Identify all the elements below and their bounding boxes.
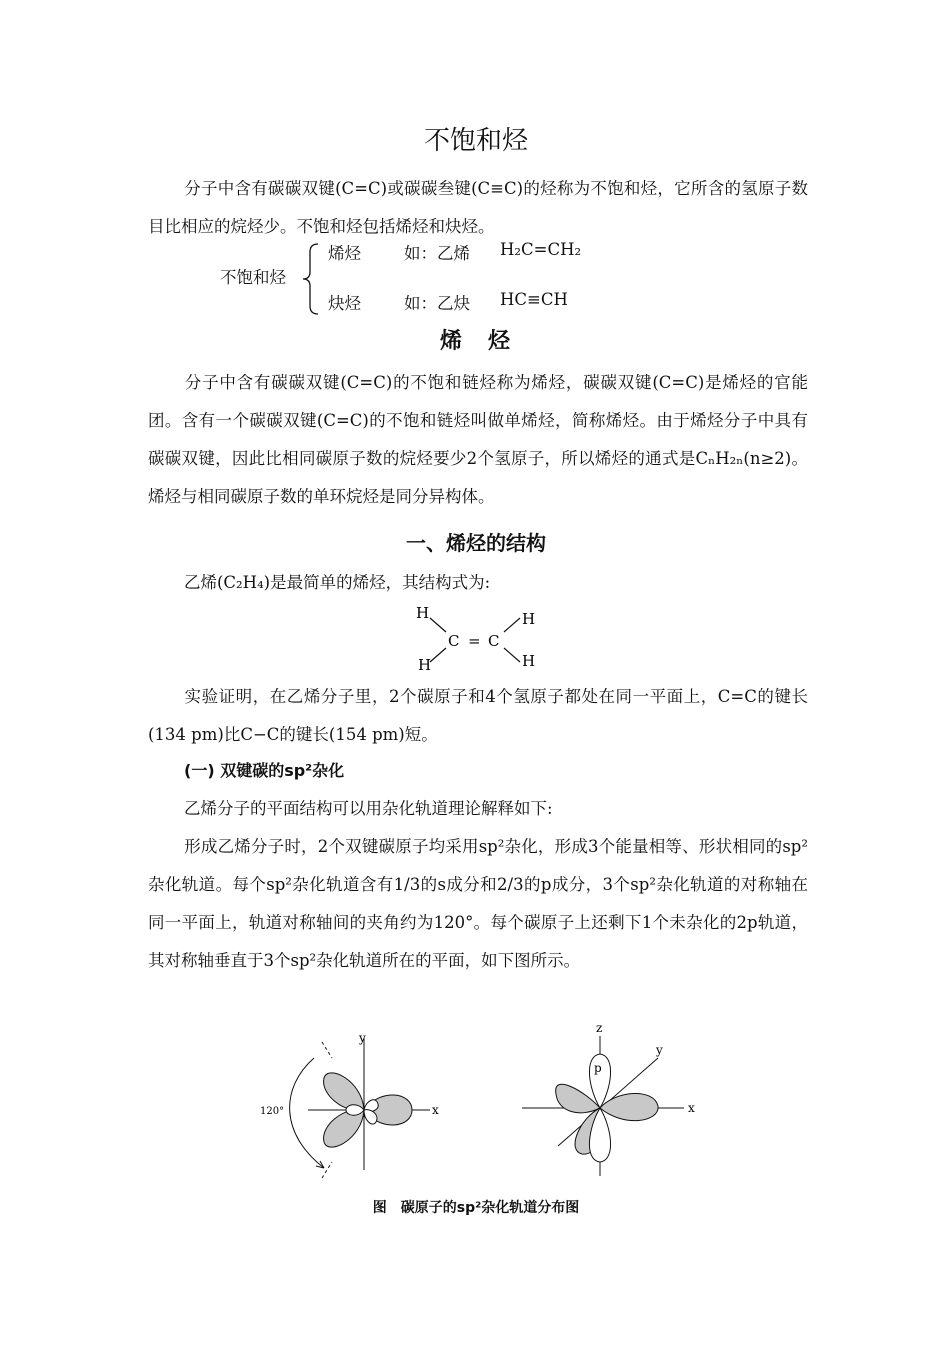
axis-y-label-right: y — [656, 1043, 663, 1057]
classification-block — [220, 238, 640, 320]
experiment-text: 实验证明，在乙烯分子里，2个碳原子和4个氢原子都处在同一平面上，C=C的键长(134 pm)比C−C的键长(154 pm)短。 — [148, 687, 808, 744]
h-atom-bottom-right: H — [522, 652, 536, 670]
h-atom-top-left: H — [416, 604, 430, 622]
figure-caption: 图 碳原子的sp²杂化轨道分布图 — [372, 1200, 580, 1216]
experiment-paragraph — [148, 678, 808, 754]
section-title: 烯 烃 — [439, 329, 512, 354]
c-atom-left: C — [448, 632, 460, 650]
h-atom-top-right: H — [522, 610, 536, 628]
ethylene-intro — [148, 564, 808, 602]
alkene-example-prefix: 如：乙烯 — [404, 244, 470, 263]
axis-y-label-left: y — [359, 1031, 366, 1045]
h-atom-bottom-left: H — [418, 656, 432, 674]
ethylene-intro-text: 乙烯(C₂H₄)是最简单的烯烃，其结构式为: — [184, 573, 491, 592]
ethylene-structure — [410, 600, 550, 680]
brace-icon — [300, 242, 322, 316]
subsection-title: (一) 双键碳的sp²杂化 — [184, 761, 345, 780]
alkene-text: 分子中含有碳碳双键(C=C)的不饱和链烃称为烯烃，碳碳双键(C=C)是烯烃的官能团。含有一个碳碳双键(C=C)的不饱和链烃叫做单烯烃，简称烯烃。由于烯烃分子中具有碳碳双键，因此比相同碳原子数的烷烃要少2个氢原子，所以烯烃的通式是CₙH₂ₙ(n≥2)。烯烃与相同碳原子数的单环烷烃是同分异构体。 — [148, 373, 808, 506]
sp2-planar-diagram — [260, 1031, 439, 1178]
alkene-paragraph — [148, 364, 808, 516]
classification-root: 不饱和烃 — [220, 268, 286, 287]
alkyne-label: 炔烃 — [328, 294, 361, 313]
axis-x-label-right: x — [688, 1101, 695, 1115]
structure-title: 一、烯烃的结构 — [406, 531, 546, 555]
alkyne-example-prefix: 如：乙炔 — [404, 294, 470, 313]
hybrid-intro — [148, 790, 808, 828]
angle-label: 120° — [260, 1106, 285, 1117]
alkyne-formula: HC≡CH — [500, 290, 568, 309]
axis-x-label-left: x — [432, 1103, 439, 1117]
intro-paragraph — [148, 170, 808, 246]
alkene-formula: H₂C=CH₂ — [500, 240, 582, 259]
page-title: 不饱和烃 — [423, 126, 528, 156]
double-bond: = — [468, 632, 481, 650]
sp2-p-diagram — [522, 1021, 695, 1176]
p-orbital-label: p — [594, 1061, 602, 1075]
hybrid-paragraph — [148, 828, 808, 980]
c-atom-right: C — [488, 632, 500, 650]
axis-z-label: z — [596, 1021, 603, 1035]
sp2-orbital-figure — [240, 1018, 720, 1188]
hybrid-intro-text: 乙烯分子的平面结构可以用杂化轨道理论解释如下: — [184, 799, 553, 818]
intro-text: 分子中含有碳碳双键(C=C)或碳碳叁键(C≡C)的烃称为不饱和烃，它所含的氢原子数目比相应的烷烃少。不饱和烃包括烯烃和炔烃。 — [148, 179, 808, 236]
hybrid-text: 形成乙烯分子时，2个双键碳原子均采用sp²杂化，形成3个能量相等、形状相同的sp²杂化轨道。每个sp²杂化轨道含有1/3的s成分和2/3的p成分，3个sp²杂化轨道的对称轴在同一平面上，轨道对称轴间的夹角约为120°。每个碳原子上还剩下1个未杂化的2p轨道，其对称轴垂直于3个sp²杂化轨道所在的平面，如下图所示。 — [148, 837, 808, 970]
alkene-label: 烯烃 — [328, 244, 361, 263]
